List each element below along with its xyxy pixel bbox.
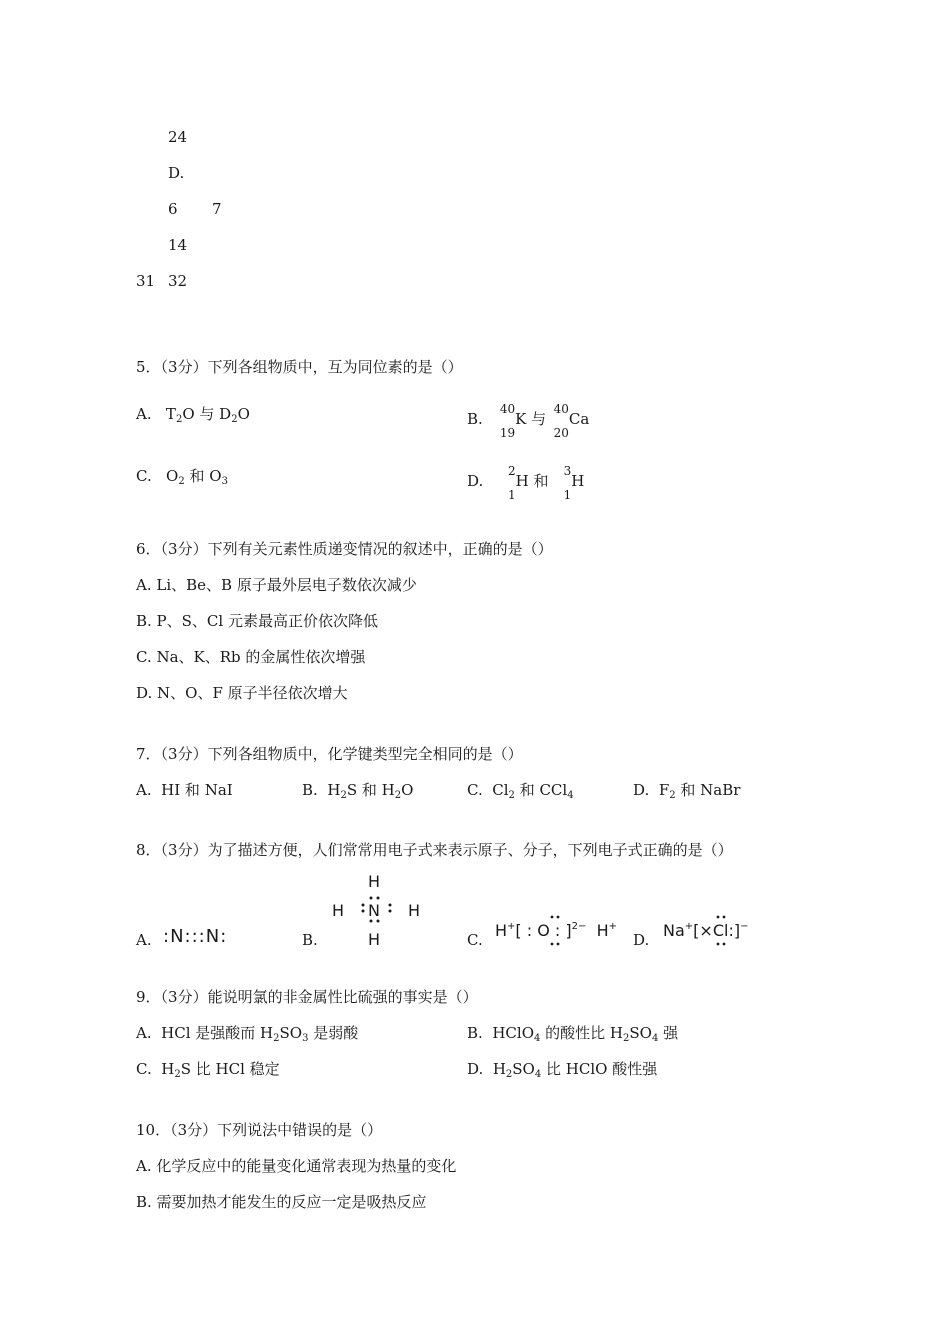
q8-h2o-lewis: H+[ : O : ]$^{2-}$ H+ <box>495 921 617 940</box>
q8-nacl-lewis: Na+[×Cl:]− <box>663 921 749 940</box>
option-label: D. <box>467 472 484 490</box>
option-label: B. <box>467 410 483 428</box>
q9-option-a: A. HCl 是强酸而 $H_2SO_3$ 是弱酸 <box>136 1024 359 1044</box>
q8-nh3-h-right: H <box>408 901 421 920</box>
q9-option-c: C. $H_2S$ 比 HCl 稳定 <box>136 1060 280 1080</box>
q5-option-b: B. 40 19 K 与 40 20 Ca <box>467 402 590 440</box>
q9-option-d: D. $H_2SO_4$ 比 HClO 酸性强 <box>467 1060 658 1080</box>
option-label: C. <box>136 467 152 485</box>
fragment-d: D. <box>168 164 185 182</box>
nuclide-k40: 40 19 <box>499 402 516 440</box>
q6-option-b: B. P、S、Cl 元素最高正价依次降低 <box>136 612 378 630</box>
fragment-24: 24 <box>168 128 188 146</box>
q8-option-a-label: A. <box>136 931 152 949</box>
nuclide-ca40: 40 20 <box>553 402 569 440</box>
fragment-7: 7 <box>212 200 222 218</box>
question-5-stem: 5．（3分）下列各组物质中，互为同位素的是（） <box>136 358 463 376</box>
q8-nh3-h-left: H <box>332 901 345 920</box>
fragment-6: 6 <box>168 200 178 218</box>
q8-n2-lewis-formula: :N:::N: <box>163 926 228 947</box>
nuclide-h2: 2 1 <box>507 464 516 502</box>
q8-option-c-label: C. <box>467 931 483 949</box>
option-label: A. <box>136 405 152 423</box>
q7-option-a: A. HI 和 NaI <box>136 781 233 799</box>
fragment-14: 14 <box>168 236 188 254</box>
q8-option-d-label: D. <box>633 931 650 949</box>
fragment-31: 31 <box>136 272 156 290</box>
q10-option-b: B. 需要加热才能发生的反应一定是吸热反应 <box>136 1193 427 1211</box>
q8-nh3-n: N <box>368 901 380 920</box>
q5-option-a: A. $T_2O$ 与 $D_2O$ <box>136 405 250 425</box>
nuclide-h3: 3 1 <box>563 464 572 502</box>
q5-option-c: C. $O_2$ 和 $O_3$ <box>136 467 228 487</box>
q10-option-a: A. 化学反应中的能量变化通常表现为热量的变化 <box>136 1157 457 1175</box>
question-6-stem: 6．（3分）下列有关元素性质递变情况的叙述中，正确的是（） <box>136 540 553 558</box>
question-10-stem: 10．（3分）下列说法中错误的是（） <box>136 1121 383 1139</box>
question-9-stem: 9．（3分）能说明氯的非金属性比硫强的事实是（） <box>136 988 478 1006</box>
q8-nh3-h-bottom: H <box>368 930 381 949</box>
q8-h2o-electron-dots <box>542 914 572 948</box>
q8-nh3-electron-dots <box>350 891 410 931</box>
q8-nacl-electron-dots <box>708 914 738 948</box>
q7-option-d: D. $F_2$ 和 NaBr <box>633 781 741 801</box>
q7-option-c: C. $Cl_2$ 和 CCl$_4$ <box>467 781 574 801</box>
q8-option-b-label: B. <box>302 931 318 949</box>
question-8-stem: 8．（3分）为了描述方便，人们常常用电子式来表示原子、分子，下列电子式正确的是（） <box>136 841 733 859</box>
q5-option-d: D. 2 1 H 和 3 1 H <box>467 464 585 502</box>
fragment-32: 32 <box>168 272 188 290</box>
q8-nh3-h-top: H <box>368 872 381 891</box>
q6-option-d: D. N、O、F 原子半径依次增大 <box>136 684 348 702</box>
q7-option-b: B. $H_2S$ 和 $H_2O$ <box>302 781 414 801</box>
q9-option-b: B. HClO$_4$ 的酸性比 $H_2SO_4$ 强 <box>467 1024 679 1044</box>
q6-option-a: A. Li、Be、B 原子最外层电子数依次减少 <box>136 576 417 594</box>
q6-option-c: C. Na、K、Rb 的金属性依次增强 <box>136 648 366 666</box>
question-7-stem: 7．（3分）下列各组物质中，化学键类型完全相同的是（） <box>136 745 523 763</box>
